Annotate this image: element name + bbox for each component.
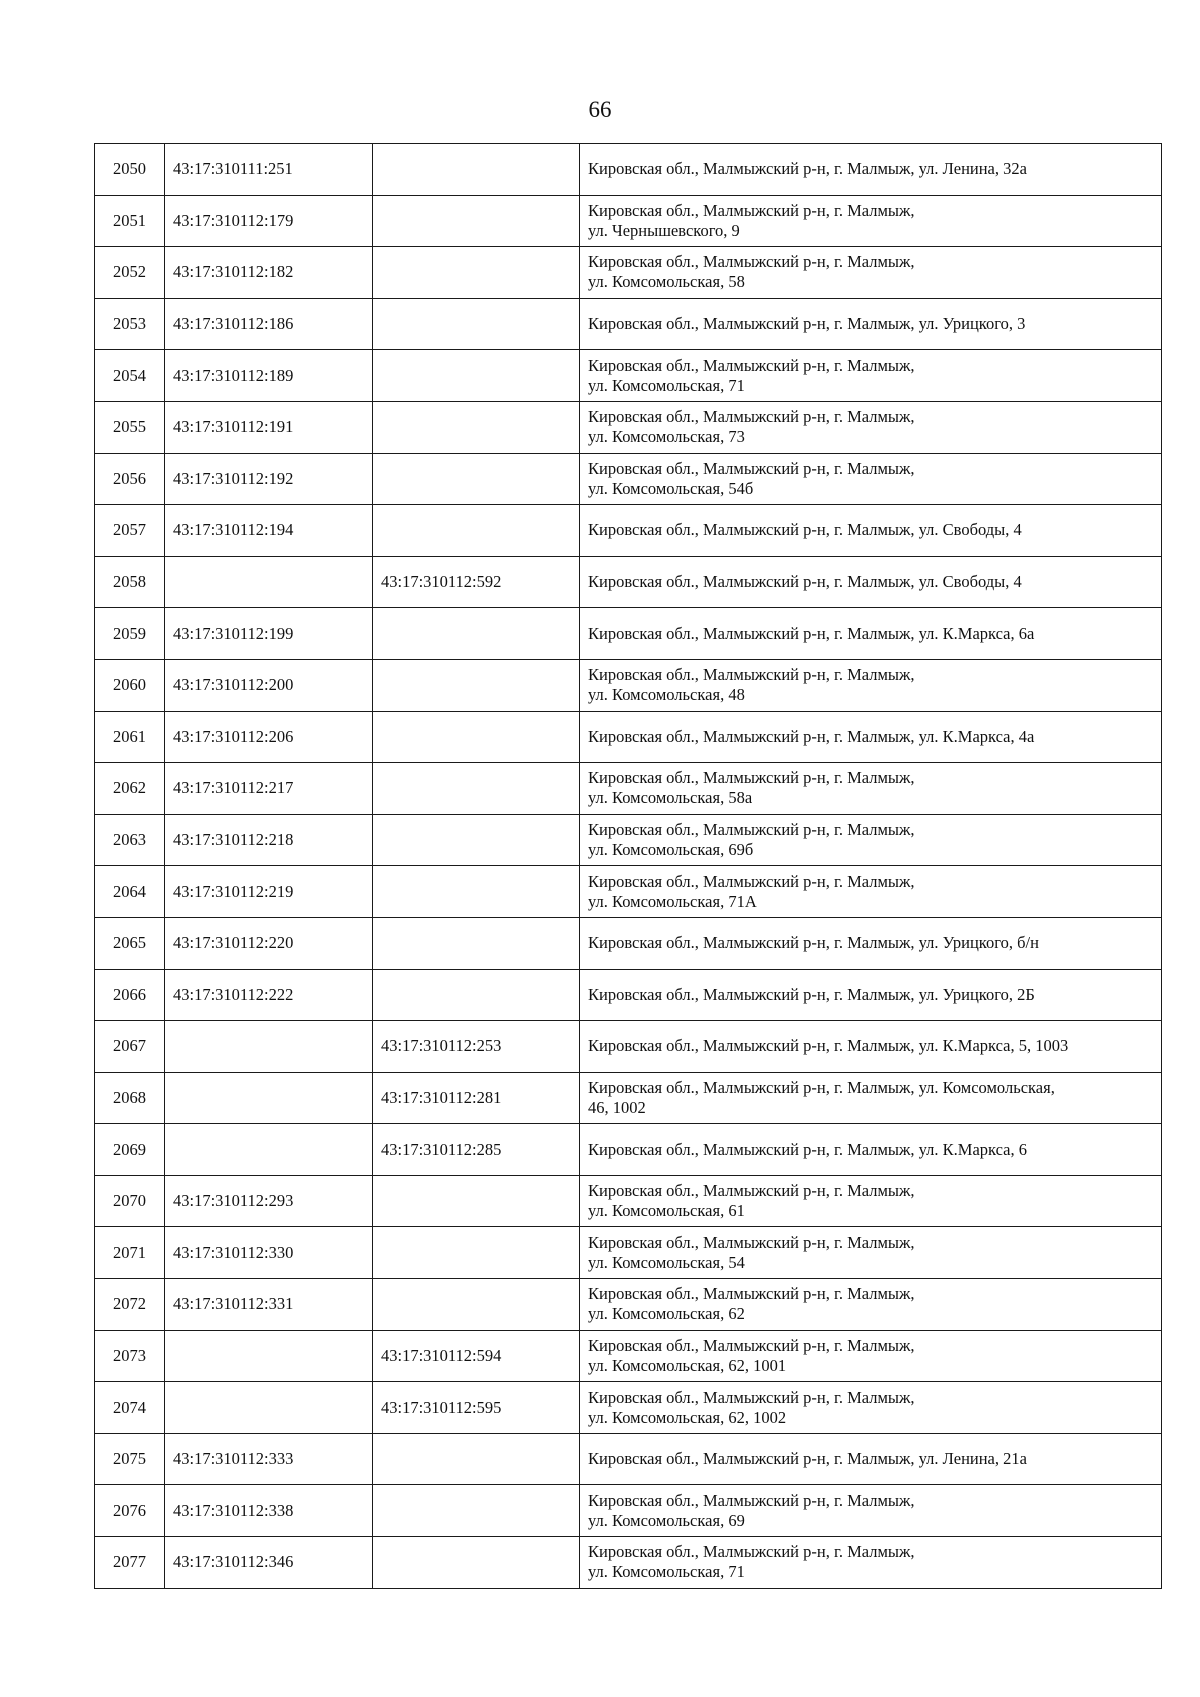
address-cell [580, 247, 1162, 299]
address-cell [580, 350, 1162, 402]
address-line: ул. Комсомольская, 71 [588, 375, 745, 395]
table-row [95, 608, 1162, 660]
cadastral-number-cell: 43:17:310112:192 [165, 453, 373, 505]
table-row [95, 1021, 1162, 1073]
cadastral-number-cell: 43:17:310112:331 [165, 1279, 373, 1331]
cadastral-number-cell [165, 1021, 373, 1073]
address-line: Кировская обл., Малмыжский р-н, г. Малмыж, [588, 458, 915, 478]
row-number-cell: 2052 [95, 247, 165, 299]
cadastral-number-cell [165, 1330, 373, 1382]
page-number: 66 [588, 97, 612, 122]
row-number-cell: 2055 [95, 401, 165, 453]
cadastral-number-cell [165, 556, 373, 608]
cadastral-number-cell: 43:17:310112:194 [165, 505, 373, 557]
cadastral-number-cell: 43:17:310112:182 [165, 247, 373, 299]
address-line: Кировская обл., Малмыжский р-н, г. Малмыж, [588, 665, 915, 685]
row-number-cell: 2050 [95, 144, 165, 196]
row-number-cell: 2060 [95, 659, 165, 711]
row-number-cell: 2066 [95, 969, 165, 1021]
address-line: Кировская обл., Малмыжский р-н, г. Малмыж, ул. Свободы, 4 [588, 520, 1022, 540]
address-line: Кировская обл., Малмыжский р-н, г. Малмыж, [588, 1232, 915, 1252]
address-line: Кировская обл., Малмыжский р-н, г. Малмыж, ул. Комсомольская, [588, 1077, 1055, 1097]
address-line: Кировская обл., Малмыжский р-н, г. Малмыж, [588, 1181, 915, 1201]
table-row [95, 350, 1162, 402]
address-line: Кировская обл., Малмыжский р-н, г. Малмыж, ул. Свободы, 4 [588, 572, 1022, 592]
cadastral-number-cell: 43:17:310112:293 [165, 1175, 373, 1227]
address-cell [580, 1072, 1162, 1124]
cadastral-number-secondary-cell [373, 1537, 580, 1589]
address-line: Кировская обл., Малмыжский р-н, г. Малмыж, [588, 768, 915, 788]
address-line: ул. Комсомольская, 71А [588, 891, 757, 911]
address-line: Кировская обл., Малмыжский р-н, г. Малмыж, [588, 1284, 915, 1304]
cadastral-number-secondary-cell: 43:17:310112:285 [373, 1124, 580, 1176]
address-cell [580, 608, 1162, 660]
cadastral-number-cell: 43:17:310112:191 [165, 401, 373, 453]
row-number-cell: 2062 [95, 763, 165, 815]
row-number-cell: 2073 [95, 1330, 165, 1382]
address-cell [580, 556, 1162, 608]
address-cell [580, 763, 1162, 815]
cadastral-number-secondary-cell [373, 1227, 580, 1279]
table-row [95, 1433, 1162, 1485]
cadastral-number-secondary-cell: 43:17:310112:595 [373, 1382, 580, 1434]
cadastral-number-secondary-cell: 43:17:310112:592 [373, 556, 580, 608]
address-line: Кировская обл., Малмыжский р-н, г. Малмыж, [588, 252, 915, 272]
row-number-cell: 2065 [95, 917, 165, 969]
row-number-cell: 2074 [95, 1382, 165, 1434]
cadastral-number-cell [165, 1072, 373, 1124]
cadastral-number-cell: 43:17:310112:218 [165, 814, 373, 866]
cadastral-number-secondary-cell [373, 1433, 580, 1485]
cadastral-number-cell [165, 1124, 373, 1176]
address-line: 46, 1002 [588, 1097, 646, 1117]
cadastral-number-cell: 43:17:310112:346 [165, 1537, 373, 1589]
address-cell [580, 1382, 1162, 1434]
cadastral-number-secondary-cell [373, 195, 580, 247]
address-cell [580, 1124, 1162, 1176]
cadastral-number-cell: 43:17:310112:217 [165, 763, 373, 815]
address-line: Кировская обл., Малмыжский р-н, г. Малмыж, [588, 1490, 915, 1510]
row-number-cell: 2056 [95, 453, 165, 505]
address-line: Кировская обл., Малмыжский р-н, г. Малмыж, [588, 407, 915, 427]
address-cell [580, 144, 1162, 196]
address-line: Кировская обл., Малмыжский р-н, г. Малмыж, ул. К.Маркса, 5, 1003 [588, 1036, 1069, 1056]
row-number-cell: 2077 [95, 1537, 165, 1589]
cadastral-number-secondary-cell [373, 298, 580, 350]
cadastral-number-secondary-cell [373, 401, 580, 453]
row-number-cell: 2058 [95, 556, 165, 608]
row-number-cell: 2075 [95, 1433, 165, 1485]
address-cell [580, 1433, 1162, 1485]
cadastral-number-cell: 43:17:310112:330 [165, 1227, 373, 1279]
address-line: ул. Комсомольская, 62, 1001 [588, 1355, 787, 1375]
table-row [95, 969, 1162, 1021]
table-row [95, 1382, 1162, 1434]
address-line: Кировская обл., Малмыжский р-н, г. Малмыж, [588, 355, 915, 375]
address-line: Кировская обл., Малмыжский р-н, г. Малмыж, [588, 820, 915, 840]
address-line: Кировская обл., Малмыжский р-н, г. Малмыж, [588, 200, 915, 220]
address-line: Кировская обл., Малмыжский р-н, г. Малмыж, ул. Урицкого, 2Б [588, 984, 1035, 1004]
cadastral-number-cell: 43:17:310112:220 [165, 917, 373, 969]
address-cell [580, 1485, 1162, 1537]
registry-table [94, 143, 1162, 1589]
row-number-cell: 2076 [95, 1485, 165, 1537]
cadastral-number-cell: 43:17:310112:200 [165, 659, 373, 711]
address-cell [580, 917, 1162, 969]
cadastral-number-secondary-cell [373, 1485, 580, 1537]
cadastral-number-cell: 43:17:310112:222 [165, 969, 373, 1021]
row-number-cell: 2053 [95, 298, 165, 350]
table-row [95, 814, 1162, 866]
row-number-cell: 2071 [95, 1227, 165, 1279]
address-line: ул. Комсомольская, 62, 1002 [588, 1407, 787, 1427]
cadastral-number-secondary-cell [373, 1279, 580, 1331]
cadastral-number-secondary-cell [373, 247, 580, 299]
address-line: Кировская обл., Малмыжский р-н, г. Малмыж, [588, 1542, 915, 1562]
registry-table-body [95, 144, 1162, 1589]
row-number-cell: 2061 [95, 711, 165, 763]
cadastral-number-cell: 43:17:310112:186 [165, 298, 373, 350]
table-row [95, 1227, 1162, 1279]
cadastral-number-secondary-cell [373, 814, 580, 866]
cadastral-number-secondary-cell: 43:17:310112:594 [373, 1330, 580, 1382]
table-row [95, 1330, 1162, 1382]
address-line: ул. Комсомольская, 62 [588, 1304, 745, 1324]
address-line: Кировская обл., Малмыжский р-н, г. Малмыж, ул. К.Маркса, 6а [588, 623, 1035, 643]
address-line: Кировская обл., Малмыжский р-н, г. Малмыж, ул. Урицкого, б/н [588, 933, 1039, 953]
address-cell [580, 401, 1162, 453]
cadastral-number-secondary-cell: 43:17:310112:281 [373, 1072, 580, 1124]
row-number-cell: 2063 [95, 814, 165, 866]
address-line: ул. Комсомольская, 58 [588, 272, 745, 292]
address-cell [580, 505, 1162, 557]
cadastral-number-secondary-cell [373, 711, 580, 763]
row-number-cell: 2072 [95, 1279, 165, 1331]
address-line: Кировская обл., Малмыжский р-н, г. Малмыж, [588, 1335, 915, 1355]
row-number-cell: 2051 [95, 195, 165, 247]
address-line: Кировская обл., Малмыжский р-н, г. Малмыж, ул. К.Маркса, 4а [588, 726, 1035, 746]
table-row [95, 453, 1162, 505]
cadastral-number-cell: 43:17:310111:251 [165, 144, 373, 196]
cadastral-number-secondary-cell [373, 1175, 580, 1227]
address-cell [580, 969, 1162, 1021]
address-cell [580, 1175, 1162, 1227]
row-number-cell: 2067 [95, 1021, 165, 1073]
table-row [95, 505, 1162, 557]
address-cell [580, 711, 1162, 763]
cadastral-number-secondary-cell [373, 608, 580, 660]
table-row [95, 1279, 1162, 1331]
cadastral-number-secondary-cell [373, 659, 580, 711]
address-line: Кировская обл., Малмыжский р-н, г. Малмыж, ул. Ленина, 21а [588, 1449, 1027, 1469]
address-line: ул. Комсомольская, 48 [588, 685, 745, 705]
address-line: ул. Комсомольская, 58а [588, 788, 753, 808]
table-row [95, 1175, 1162, 1227]
cadastral-number-secondary-cell [373, 763, 580, 815]
address-line: ул. Комсомольская, 54б [588, 478, 754, 498]
address-line: ул. Комсомольская, 69 [588, 1510, 745, 1530]
row-number-cell: 2059 [95, 608, 165, 660]
cadastral-number-secondary-cell [373, 866, 580, 918]
address-line: ул. Комсомольская, 61 [588, 1201, 745, 1221]
cadastral-number-cell: 43:17:310112:206 [165, 711, 373, 763]
table-row [95, 711, 1162, 763]
table-row [95, 401, 1162, 453]
address-cell [580, 1227, 1162, 1279]
address-line: ул. Комсомольская, 54 [588, 1252, 745, 1272]
table-row [95, 917, 1162, 969]
table-row [95, 763, 1162, 815]
cadastral-number-cell: 43:17:310112:189 [165, 350, 373, 402]
row-number-cell: 2054 [95, 350, 165, 402]
address-cell [580, 1330, 1162, 1382]
table-row [95, 144, 1162, 196]
table-row [95, 1485, 1162, 1537]
table-row [95, 866, 1162, 918]
address-line: Кировская обл., Малмыжский р-н, г. Малмыж, ул. К.Маркса, 6 [588, 1139, 1027, 1159]
address-line: Кировская обл., Малмыжский р-н, г. Малмыж, [588, 1387, 915, 1407]
cadastral-number-secondary-cell [373, 144, 580, 196]
table-row [95, 1072, 1162, 1124]
table-row [95, 298, 1162, 350]
row-number-cell: 2057 [95, 505, 165, 557]
cadastral-number-cell: 43:17:310112:199 [165, 608, 373, 660]
row-number-cell: 2069 [95, 1124, 165, 1176]
table-row [95, 659, 1162, 711]
cadastral-number-cell: 43:17:310112:333 [165, 1433, 373, 1485]
table-row [95, 556, 1162, 608]
row-number-cell: 2070 [95, 1175, 165, 1227]
address-cell [580, 814, 1162, 866]
cadastral-number-secondary-cell [373, 917, 580, 969]
cadastral-number-secondary-cell [373, 350, 580, 402]
cadastral-number-secondary-cell [373, 453, 580, 505]
cadastral-number-secondary-cell [373, 969, 580, 1021]
cadastral-number-secondary-cell: 43:17:310112:253 [373, 1021, 580, 1073]
address-cell [580, 1021, 1162, 1073]
cadastral-number-cell [165, 1382, 373, 1434]
address-line: Кировская обл., Малмыжский р-н, г. Малмыж, ул. Ленина, 32а [588, 159, 1027, 179]
address-line: Кировская обл., Малмыжский р-н, г. Малмыж, ул. Урицкого, 3 [588, 314, 1026, 334]
table-row [95, 247, 1162, 299]
table-row [95, 1124, 1162, 1176]
row-number-cell: 2064 [95, 866, 165, 918]
address-line: ул. Комсомольская, 69б [588, 840, 754, 860]
cadastral-number-cell: 43:17:310112:338 [165, 1485, 373, 1537]
address-line: Кировская обл., Малмыжский р-н, г. Малмыж, [588, 871, 915, 891]
address-line: ул. Комсомольская, 73 [588, 427, 745, 447]
address-cell [580, 453, 1162, 505]
address-line: ул. Чернышевского, 9 [588, 220, 740, 240]
address-cell [580, 866, 1162, 918]
address-cell [580, 1537, 1162, 1589]
address-cell [580, 298, 1162, 350]
cadastral-number-cell: 43:17:310112:179 [165, 195, 373, 247]
address-line: ул. Комсомольская, 71 [588, 1562, 745, 1582]
table-row [95, 195, 1162, 247]
cadastral-number-secondary-cell [373, 505, 580, 557]
table-row [95, 1537, 1162, 1589]
address-cell [580, 1279, 1162, 1331]
row-number-cell: 2068 [95, 1072, 165, 1124]
cadastral-number-cell: 43:17:310112:219 [165, 866, 373, 918]
address-cell [580, 195, 1162, 247]
address-cell [580, 659, 1162, 711]
